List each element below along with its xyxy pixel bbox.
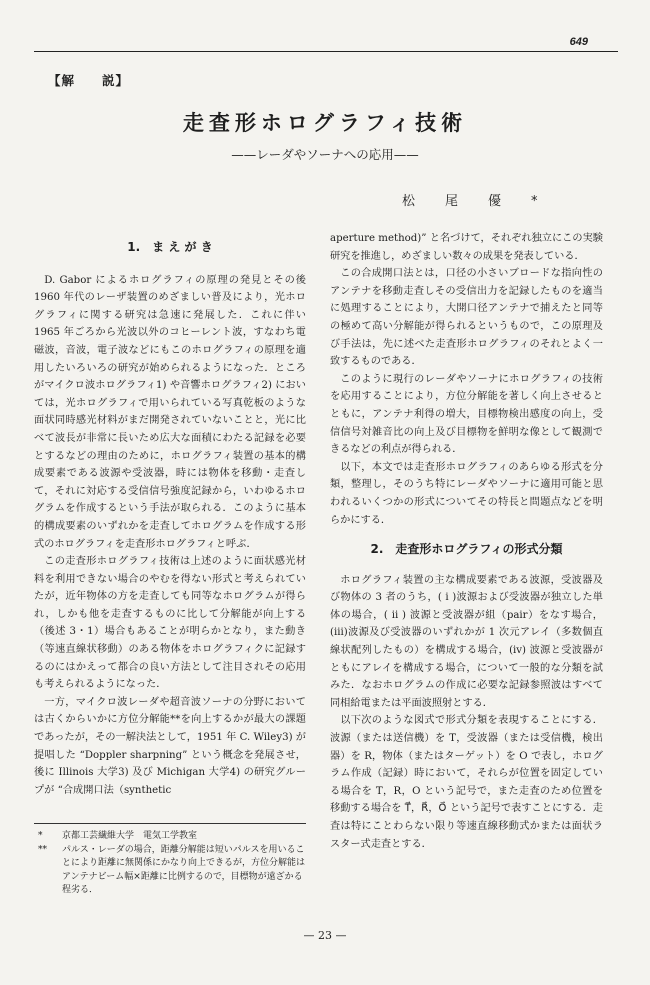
right-column [330,230,603,853]
paragraph: ホログラフィ装置の主な構成要素である波源，受波器及び物体の 3 者のうち，( i )波源および受波器が独立した単体の場合，( ii ) 波源と受波器が組（pair）をなす場合，(iii)波源及び受波器のいずれかが 1 次元アレイ（多数個直線状配列したもの）を構成する場合，(iv) 波源と受波器がともにアレイを構成する場合，について一般的な分類を試みた．なおホログラムの作成に必要な記録参照波はすべて同相給電または平面波照射とする． [330,574,603,709]
page-number: 649 [569,36,588,48]
header-rule [34,51,618,52]
paragraph: D. Gabor によるホログラフィの原理の発見とその後 1960 年代のレーザ装置のめざましい普及により，光ホログラフィに関する研究は急速に発展した．これに伴い 1965 年ごろから光波以外のコヒーレント波，すなわち電磁波，音波，電子波などにもこのホログラフィの原理を適用したいろいろの研究が始められるようになった．ところがマイクロ波ホログラフィ1) や音響ホログラフィ2) においては，光ホログラフィで用いられている写真乾板のような面状同時感光材料がまだ開発されていないことと，光に比べて波長が非常に長いため広大な面積にわたる記録を必要とするなどの理由のために，ホログラフィ装置の基本的構成要素である波源や受波器，時には物体を移動・走査して，それに対応する受信信号強度記録から，いわゆるホログラムを作成するという手法が取られる．このように基本的構成要素のいずれかを走査してホログラムを作成する形式のホログラフィを走査形ホログラフィと呼ぶ． [34,274,306,550]
footnote-mark: ** [38,844,47,855]
page-footer: — 23 — [303,929,347,942]
section-tag: 【解 説】 [48,73,130,88]
article-subtitle: ——レーダやソーナへの応用—— [231,147,419,162]
footnote [38,844,308,898]
paragraph: aperture method)” と名づけて，それぞれ独立にこの実験研究を推進し，めざましい数々の成果を発表している． [330,233,603,262]
footnote-rule [34,823,306,824]
paragraph: このように現行のレーダやソーナにホログラフィの技術を応用することにより，方位分解能を著しく向上させるとともに，アンテナ利得の増大，目標物検出感度の向上，受信信号対雑音比の向上及び目標物を鮮明な像として観測できるなどの利点が得られる． [330,373,603,456]
footnote [38,830,308,844]
section-heading-classification: 2. 走査形ホログラフィの形式分類 [370,542,563,557]
left-column [34,230,306,799]
article-title: 走査形ホログラフィ技術 [182,111,468,135]
footnote-mark: * [38,831,43,841]
paragraph: この合成開口法とは，口径の小さいブロードな指向性のアンテナを移動走査しその受信出力を記録したものを適当に処理することにより，大開口径アンテナで捕えたと同等の極めて高い分解能が得られるというもので，この原理及び手法は，先に述べた走査形ホログラフィのそれとよく一致するものである． [330,268,603,368]
paragraph: この走査形ホログラフィ技術は上述のように面状感光材料を利用できない場合のやむを得ない形式と考えられていたが，近年物体の方を走査しても同等なホログラムが得られ，しかも他を走査するものに比して分解能が向上する（後述 3・1）場合もあることが明らかとなり，また動き（等速直線状移動）のある物体をホログラフィクに記録するのにはかえって都合の良い方法として注目されその応用も考えられるようになった． [34,556,306,691]
footnote-text: 京都工芸繊維大学 電気工学教室 [62,831,198,841]
paragraph: 一方，マイクロ波レーダや超音波ソーナの分野においては古くからいかに方位分解能**を向上するかが最大の課題であったが，その一解決法として，1951 年 C. Wiley3) が提唱した “Doppler sharpning” という概念を発展させ，後に Illinois 大学3) 及び Michigan 大学4) の研究グループが “合成開口法（synthetic [34,696,306,796]
footnote-text: パルス・レーダの場合，距離分解能は短いパルスを用いることにより距離に無関係にかなり向上できるが，方位分解能はアンテナビーム幅×距離に比例するので，目標物が遠ざかる程劣る． [62,844,306,896]
paragraph: 以下次のような図式で形式分類を表現することにする．波源（または送信機）を T，受波器（または受信機，検出器）を R，物体（またはターゲット）を O で表し，ホログラム作成（記録）時において，それらが位置を固定している場合を T，R，O という記号で，また走査のため位置を移動する場合を T⃗，R⃗，O⃗ という記号で表すことにする．走査は特にことわらない限り等速直線移動式かまたは面状ラスター式走査とする． [330,715,603,850]
section-heading-introduction: 1. ま え が き [127,240,213,254]
footnotes [38,830,308,898]
paragraph: 以下，本文では走査形ホログラフィのあらゆる形式を分類，整理し，そのうち特にレーダやソーナに適用可能と思われるいくつかの形式についてその特長と問題点などを明らかにする． [330,461,603,526]
author-name: 松尾優* [402,194,568,209]
